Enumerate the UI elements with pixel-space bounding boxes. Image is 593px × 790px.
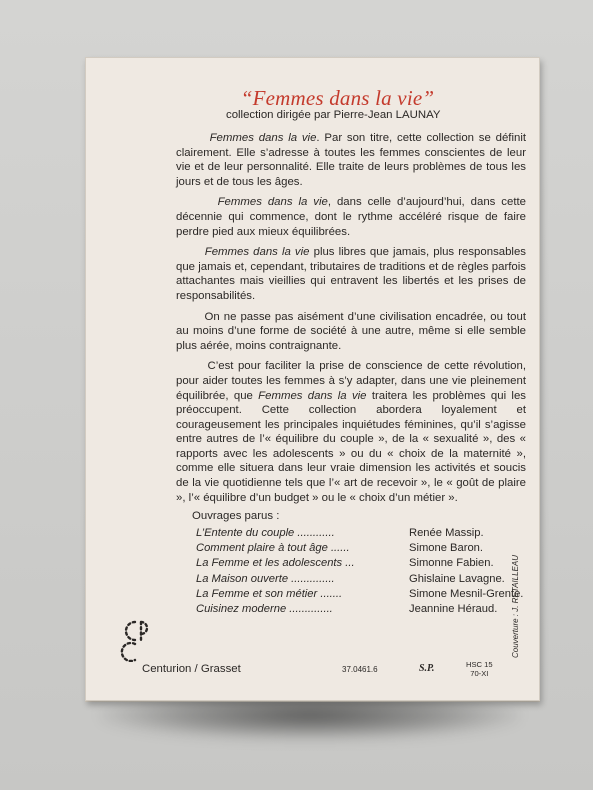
paragraph-2-lead: Femmes dans la vie: [217, 196, 328, 209]
works-label: Ouvrages parus :: [192, 510, 280, 522]
paragraph-4: [176, 310, 526, 354]
hsc-code: [466, 660, 493, 678]
work-title: La Femme et les adolescents ...: [196, 557, 355, 570]
paragraph-3-lead: Femmes dans la vie: [204, 246, 310, 259]
paragraph-2-text: , dans celle d’aujourd’hui, dans cette décennie qui commence, dont le rythme accéléré risque de faire perdre pied aux mieux équilibrées.: [176, 196, 526, 238]
paragraph-4-text: On ne passe pas aisément d’une civilisation encadrée, ou tout au moins d’une forme de société à une autre, même si elle semble plus aérée, moins contraignante.: [176, 310, 527, 352]
paragraph-5: [176, 359, 526, 505]
catalog-code: 37.0461.6: [342, 665, 378, 674]
paragraph-5-part1: C’est pour faciliter la prise de conscience de cette révolution, pour aider toutes les femmes à s’y adapter, dans une vie pleinement équilibrée, que: [176, 360, 526, 402]
works-list: [196, 526, 526, 617]
sp-mark: S.P.: [419, 663, 435, 674]
paragraph-3-text: plus libres que jamais, plus responsables que jamais et, cependant, tributaires de traditions et de règles parfois attachantes mais vieillies qui entravent les libertés et les prises de responsabilités.: [176, 246, 526, 302]
work-author: Ghislaine Lavagne.: [409, 572, 505, 585]
work-author: Simone Baron.: [409, 542, 484, 555]
work-item: [196, 587, 526, 602]
book-back-cover: [85, 57, 540, 701]
work-item: [196, 572, 526, 587]
paragraph-5-italic: Femmes dans la vie: [258, 389, 367, 402]
hsc-line-1: HSC 15: [466, 660, 493, 669]
paragraph-5-part2: traitera les problèmes qui les préoccupent. Cette collection abordera loyalement et courageusement les principales inquiétudes féminines, qu’il s’agisse entre autres de l’« équilibre du couple », de la « sexualité », des « rapports avec les adolescents » ou du « choix de la maternité », comme elle situera dans leur vraie dimension les activités et soucis de la vie quotidienne tels que l’« art de recevoir », le « goût de plaire », l’« équilibre d’un budget » ou le « choix d’un métier ».: [176, 389, 526, 504]
cover-credit: Couverture : J. RETAILLEAU: [511, 555, 520, 658]
hsc-line-2: 70-XI: [470, 669, 489, 678]
collection-subtitle: collection dirigée par Pierre-Jean LAUNAY: [226, 109, 441, 121]
paragraph-1: [176, 131, 526, 189]
work-title: L’Entente du couple ............: [196, 527, 335, 539]
work-item: [196, 541, 526, 556]
publisher-name: Centurion / Grasset: [142, 663, 241, 675]
paragraph-2: [176, 195, 526, 239]
work-item: [196, 556, 526, 571]
work-title: La Maison ouverte ..............: [196, 572, 335, 585]
paragraph-3: [176, 245, 526, 303]
body-text: [176, 131, 526, 511]
work-author: Simonne Fabien.: [409, 557, 494, 570]
collection-title-text: “Femmes dans la vie”: [240, 86, 435, 110]
work-item: [196, 526, 526, 541]
work-title: La Femme et son métier .......: [196, 587, 343, 600]
publisher-logo-icon: [119, 618, 157, 662]
work-title: Cuisinez moderne ..............: [196, 603, 333, 616]
work-author: Renée Massip.: [409, 527, 484, 539]
work-title: Comment plaire à tout âge ......: [196, 542, 350, 555]
paragraph-1-lead: Femmes dans la vie: [209, 132, 317, 144]
work-item: [196, 602, 526, 617]
paragraph-1-text: . Par son titre, cette collection se définit clairement. Elle s’adresse à toutes les femmes conscientes de leur vie et de leur personnalité. Elle traite de leurs problèmes de tous les jours et de tous les âges.: [176, 132, 527, 188]
work-author: Simone Mesnil-Grente.: [409, 587, 524, 600]
work-author: Jeannine Héraud.: [409, 603, 498, 616]
collection-title: [86, 86, 539, 111]
